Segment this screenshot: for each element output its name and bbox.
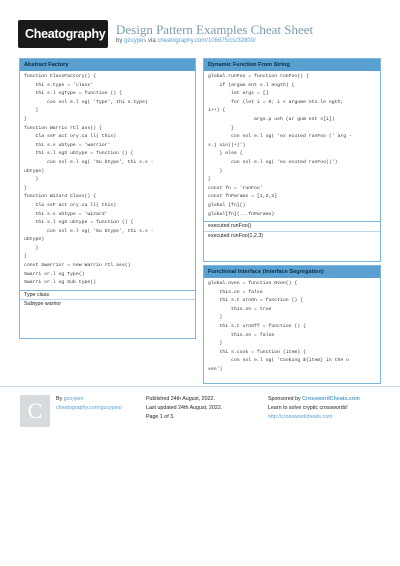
code-line: thi s.l ogS ubtype = function () { xyxy=(24,151,134,157)
output-line: Type class xyxy=(20,290,195,300)
code-line: function ClassFactory() { xyxy=(24,74,96,79)
code-line: con sol e.l og( 'Su btype', thi s.s - xyxy=(24,159,154,165)
code-line: con sol e.l og( 'ex ecuted runFoo (' arg - xyxy=(208,134,352,140)
sponsor-prefix: Sponsored by xyxy=(268,396,301,402)
page-number: Page 1 of 3. xyxy=(146,414,175,420)
published-date: Published 24th August, 2022. xyxy=(146,396,215,402)
code-line: } xyxy=(24,177,39,183)
page-footer xyxy=(0,386,400,436)
code-line: thi s.s ubtype = 'wizard' xyxy=(24,211,108,217)
code-line: global[fn](...fnParams) xyxy=(208,211,275,217)
sponsor-line xyxy=(268,395,360,404)
code-line: } xyxy=(24,245,39,251)
byline-via: via xyxy=(148,38,156,44)
code-line: this.on = false xyxy=(208,289,263,295)
code-line: } xyxy=(208,125,234,131)
code-line: function Wizard Class() { xyxy=(24,194,96,200)
sponsor-name-link[interactable]: CrosswordCheats.com xyxy=(302,396,360,402)
cheatography-badge-icon: C xyxy=(20,395,50,427)
footer-author-url-link[interactable]: cheatography.com/gzuypes/ xyxy=(56,405,122,411)
output-line: executed runFoo(1,2,3) xyxy=(204,231,380,241)
code-line: con sol e.l og( 'Su btype', thi s.s - xyxy=(24,228,154,234)
code-line: for (let i = 0; i < argume nts.le ngth; xyxy=(208,99,344,105)
dynamic-function-card xyxy=(203,58,381,262)
code-line: } xyxy=(208,168,223,174)
code-line: ven') xyxy=(208,366,223,372)
code-line: global.runFoo = function runFoo() { xyxy=(208,74,309,79)
footer-by: By xyxy=(56,396,63,402)
code-line: con sol e.l og( 'ex ecuted runFoo()') xyxy=(208,159,338,165)
footer-author-link[interactable]: gzuypes xyxy=(63,396,84,402)
output-line: Subtype warrior xyxy=(20,299,195,309)
page-title: Design Pattern Examples Cheat Sheet xyxy=(116,22,314,37)
code-line: if (argum ent s.l ength) { xyxy=(208,82,295,88)
code-line: Cla ssF act ory.ca ll( this) xyxy=(24,202,117,208)
sponsor-tagline: Learn to solve cryptic crosswords! xyxy=(268,405,348,411)
code-line: s.j oin()+)') xyxy=(208,142,246,148)
code-line: } xyxy=(208,315,223,321)
code-line: } xyxy=(24,185,27,191)
code-line: } xyxy=(24,116,27,122)
code-line: thi s.l ogType = function () { xyxy=(24,91,122,97)
code-line: ubtype) xyxy=(24,237,45,243)
code-line: } xyxy=(24,254,27,260)
code-line: this.on = true xyxy=(208,306,272,312)
byline xyxy=(116,38,256,44)
code-line: this.on = false xyxy=(208,332,275,338)
code-line: con sol e.l og( 'Type', thi s.type) xyxy=(24,99,148,105)
code-line: thi s.cook = function (item) { xyxy=(208,349,306,355)
updated-date: Last updated 24th August, 2022. xyxy=(146,405,223,411)
code-line: ubtype) xyxy=(24,168,45,174)
code-line: thi s.s ubtype = 'warrior' xyxy=(24,142,111,148)
code-block xyxy=(204,71,380,221)
code-line: Swarri or.l og Sub type() xyxy=(24,280,96,286)
cheatography-logo[interactable]: Cheatography xyxy=(18,20,108,48)
byline-url-link[interactable]: cheatography.com/106675/cs/32800/ xyxy=(157,38,256,44)
code-line: thi s.l ogS ubtype = function () { xyxy=(24,220,134,226)
page-header xyxy=(0,0,400,56)
footer-author xyxy=(56,395,83,404)
functional-interface-card xyxy=(203,265,381,384)
code-block xyxy=(20,71,195,290)
card-title: Functional Interface (Interface Segregation) xyxy=(204,266,380,278)
code-line: global.oven = function Oven() { xyxy=(208,281,298,286)
code-line: let args = [] xyxy=(208,91,269,97)
code-line: Cla ssF act ory.ca ll( this) xyxy=(24,134,117,140)
output-line: executed runFoo() xyxy=(204,221,380,231)
code-line: const Swarrior = new Warrio rCl ass() xyxy=(24,263,131,269)
code-line: function Warrio rCl ass() { xyxy=(24,125,102,131)
card-title: Abstract Factory xyxy=(20,59,195,71)
byline-by: by xyxy=(116,38,123,44)
code-line: args.p ush (ar gum ent s[i]) xyxy=(208,116,335,122)
code-line: thi s.t urnOn = function () { xyxy=(208,298,303,304)
card-title: Dynamic Function From String xyxy=(204,59,380,71)
code-block xyxy=(204,278,380,377)
code-line: } xyxy=(24,108,39,114)
byline-author-link[interactable]: gzuypes xyxy=(124,38,147,44)
code-line: global [fn]() xyxy=(208,202,246,208)
code-line: const fn = 'runFoo' xyxy=(208,185,263,191)
sponsor-url-link[interactable]: http://crosswordcheats.com xyxy=(268,414,333,420)
code-line: i++) { xyxy=(208,108,226,114)
abstract-factory-card xyxy=(19,58,196,339)
code-line: thi s.t urnOff = function () { xyxy=(208,323,306,329)
code-line: } else { xyxy=(208,151,243,157)
code-line: thi s.type = 'class' xyxy=(24,82,94,88)
code-line: } xyxy=(208,341,223,347)
code-line: con sol e.l og( 'Cooking ${item} in the o xyxy=(208,358,350,364)
code-line: const fnParams = [1,2,3] xyxy=(208,194,278,200)
code-line: } xyxy=(208,177,211,183)
code-line: Swarri or.l og Type() xyxy=(24,271,85,277)
